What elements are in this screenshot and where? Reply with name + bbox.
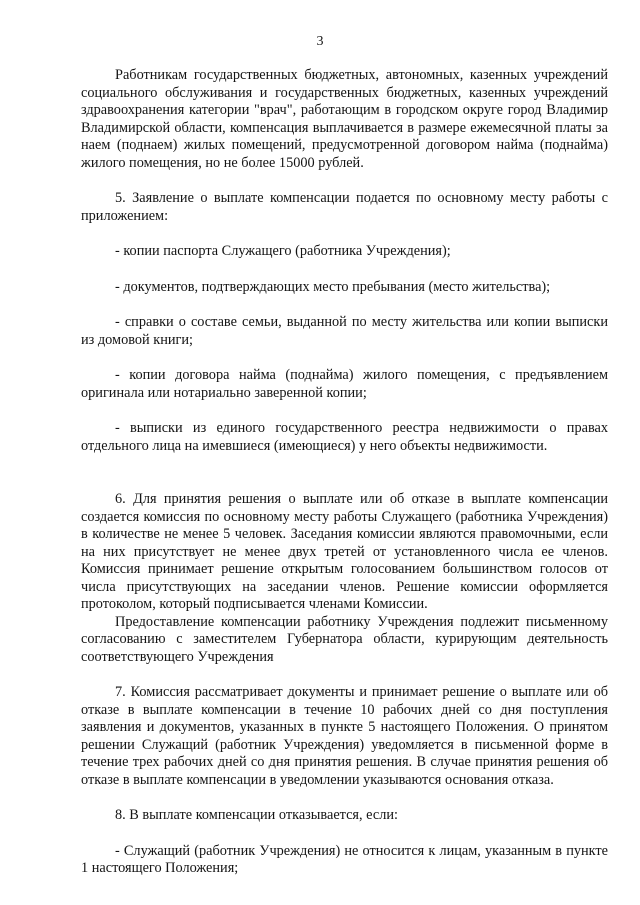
list-item-lease-agreement: - копии договора найма (поднайма) жилого помещения, с предъявлением оригинала или нотариально заверенной копии;	[81, 367, 608, 401]
paragraph-compensation-amount: Работникам государственных бюджетных, автономных, казенных учреждений социального обслуживания и государственных бюджетных, казенных учреждений здравоохранения категории "врач", работающим в городском округе город Владимир Владимирской области, компенсация выплачивается в размере ежемесячной платы за наем (поднаем) жилых помещений, предусмотренной договором найма (поднайма) жилого помещения, но не более 15000 рублей.	[81, 67, 608, 171]
paragraph-item-7: 7. Комиссия рассматривает документы и принимает решение о выплате или об отказе в выплате компенсации в течение 10 рабочих дней со дня поступления заявления и документов, указанных в пункте 5 настоящего Положения. О принятом решении Служащий (работник Учреждения) уведомляется в письменной форме в течение трех рабочих дней со дня принятия решения. В случае принятия решения об отказе в выплате компенсации в уведомлении указываются основания отказа.	[81, 684, 608, 788]
page-number: 3	[316, 34, 324, 49]
list-item-property-register: - выписки из единого государственного реестра недвижимости о правах отдельного лица на имевшиеся (имеющиеся) у него объекты недвижимости.	[81, 420, 608, 454]
paragraph-approval: Предоставление компенсации работнику Учреждения подлежит письменному согласованию с заместителем Губернатора области, курирующим деятельность соответствующего Учреждения	[81, 613, 608, 665]
paragraph-item-8: 8. В выплате компенсации отказывается, если:	[115, 807, 398, 823]
paragraph-item-6: 6. Для принятия решения о выплате или об отказе в выплате компенсации создается комиссия по основному месту работы Служащего (работника Учреждения) в количестве не менее 5 человек. Заседания комиссии являются правомочными, если на них присутствует не менее двух третей от установленного числа ее членов. Комиссия принимает решение открытым голосованием большинством голосов от числа присутствующих на заседании членов. Решение комиссии оформляется протоколом, который подписывается членами Комиссии.	[81, 491, 608, 612]
document-body	[81, 67, 608, 878]
list-item-family-certificate: - справки о составе семьи, выданной по месту жительства или копии выписки из домовой книги;	[81, 314, 608, 348]
list-item-passport: - копии паспорта Служащего (работника Учреждения);	[115, 243, 451, 259]
paragraph-item-5: 5. Заявление о выплате компенсации подается по основному месту работы с приложением:	[81, 190, 608, 224]
list-item-not-eligible: - Служащий (работник Учреждения) не относится к лицам, указанным в пункте 1 настоящего Положения;	[81, 842, 608, 876]
list-item-residence-documents: - документов, подтверждающих место пребывания (место жительства);	[115, 278, 551, 295]
